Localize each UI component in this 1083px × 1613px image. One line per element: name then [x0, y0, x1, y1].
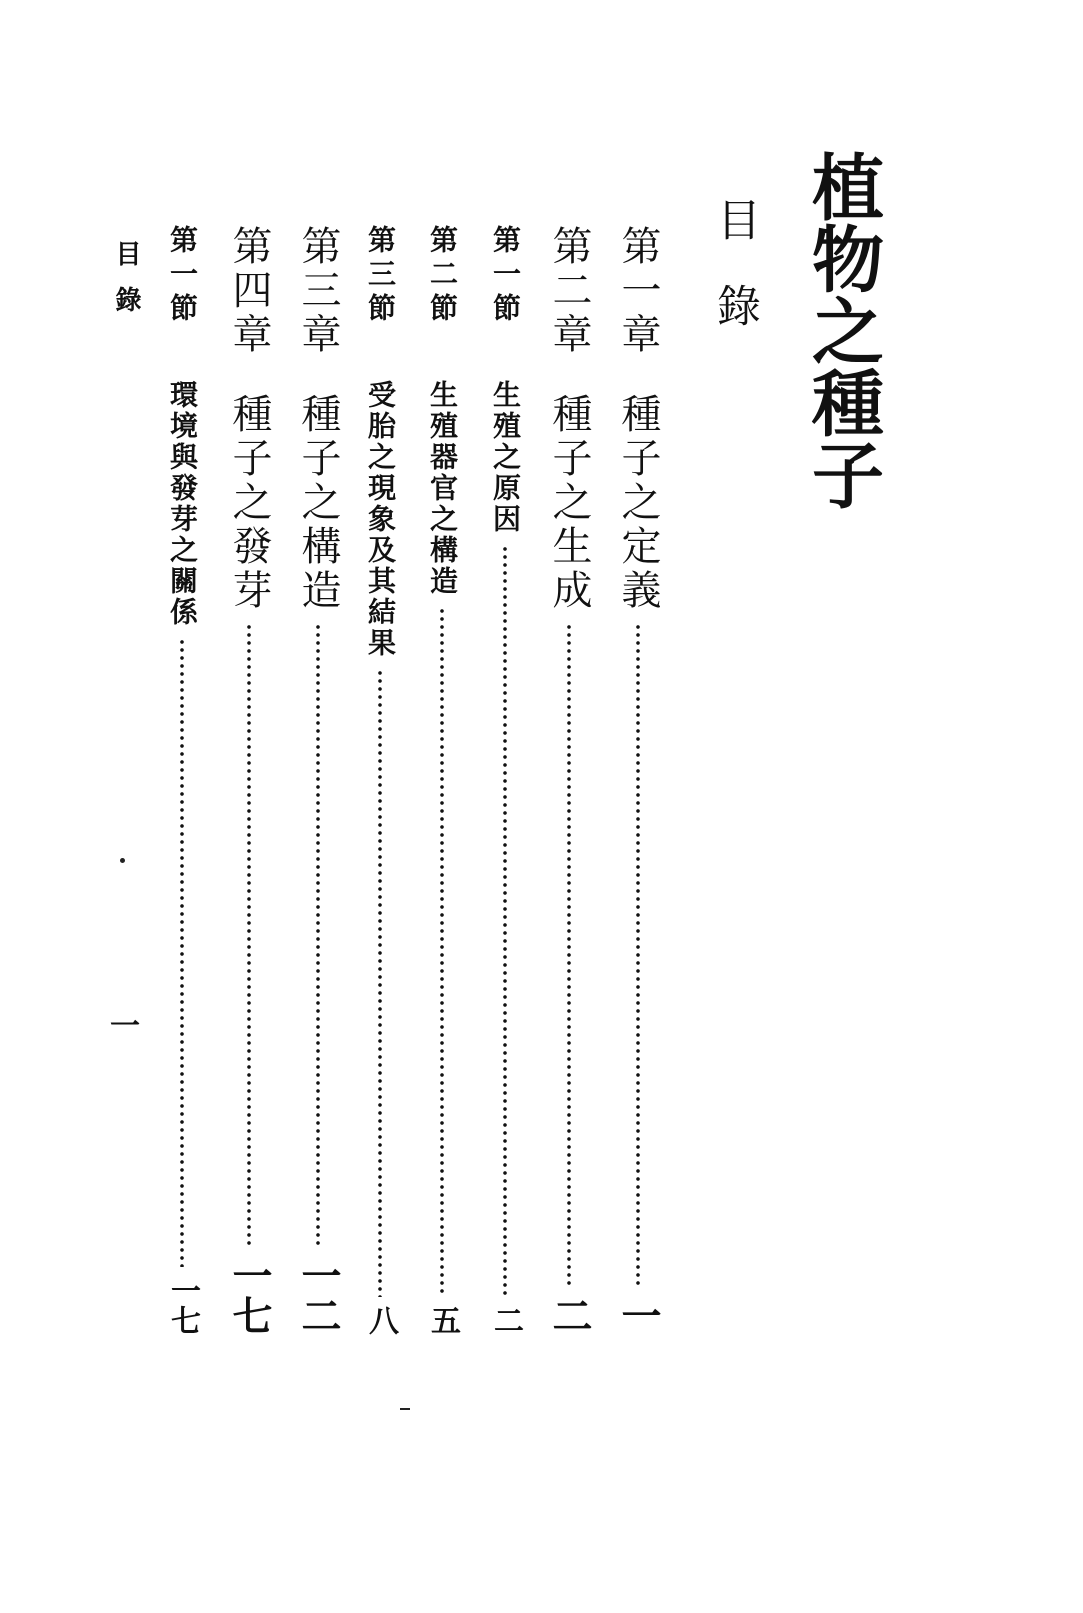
dot-leader	[179, 638, 185, 1267]
entry-label: 第一節	[489, 225, 522, 327]
book-title: 植物之種子	[800, 150, 885, 510]
print-speck	[120, 858, 125, 863]
entry-page-number: 二	[488, 1305, 523, 1335]
toc-heading: 目錄	[709, 197, 760, 369]
entry-label: 第四章	[226, 225, 272, 357]
entry-page-number: 一七	[165, 1275, 200, 1335]
toc-entry-chapter-3[interactable]	[296, 225, 340, 1335]
print-speck	[400, 1408, 410, 1410]
toc-entry-section-2-3[interactable]	[364, 225, 396, 1335]
entry-page-number: 五	[425, 1305, 460, 1335]
dot-leader	[566, 623, 572, 1287]
dot-leader	[502, 545, 508, 1297]
entry-title: 環境與發芽之關係	[166, 380, 199, 628]
dot-leader	[377, 669, 383, 1297]
entry-title: 種子之構造	[295, 393, 341, 613]
entry-page-number: 二	[546, 1295, 593, 1335]
entry-title: 種子之生成	[546, 393, 592, 613]
dot-leader	[635, 623, 641, 1287]
entry-page-number: 一七	[226, 1255, 273, 1335]
dot-leader	[246, 623, 252, 1247]
dot-leader	[439, 607, 445, 1297]
entry-label: 第一節	[166, 225, 199, 327]
toc-entry-chapter-2[interactable]	[547, 225, 591, 1335]
entry-label: 第三節	[364, 225, 397, 327]
entry-title: 生殖之原因	[489, 380, 522, 535]
entry-label: 第三章	[295, 225, 341, 357]
entry-title: 種子之發芽	[226, 393, 272, 613]
entry-title: 生殖器官之構造	[426, 380, 459, 597]
entry-title: 受胎之現象及其結果	[364, 380, 397, 659]
entry-page-number: 一	[615, 1295, 662, 1335]
page-folio: 一	[110, 1009, 140, 1044]
entry-page-number: 一二	[295, 1255, 342, 1335]
entry-title: 種子之定義	[615, 393, 661, 613]
entry-label: 第二節	[426, 225, 459, 327]
toc-entry-section-4-1[interactable]	[166, 225, 198, 1335]
entry-label: 第二章	[546, 225, 592, 357]
running-head: 目錄	[111, 240, 141, 332]
toc-entry-section-2-1[interactable]	[489, 225, 521, 1335]
toc-entry-section-2-2[interactable]	[426, 225, 458, 1335]
entry-page-number: 八	[363, 1305, 398, 1335]
dot-leader	[315, 623, 321, 1247]
toc-entry-chapter-4[interactable]	[227, 225, 271, 1335]
toc-entry-chapter-1[interactable]	[616, 225, 660, 1335]
entry-label: 第一章	[615, 225, 661, 357]
